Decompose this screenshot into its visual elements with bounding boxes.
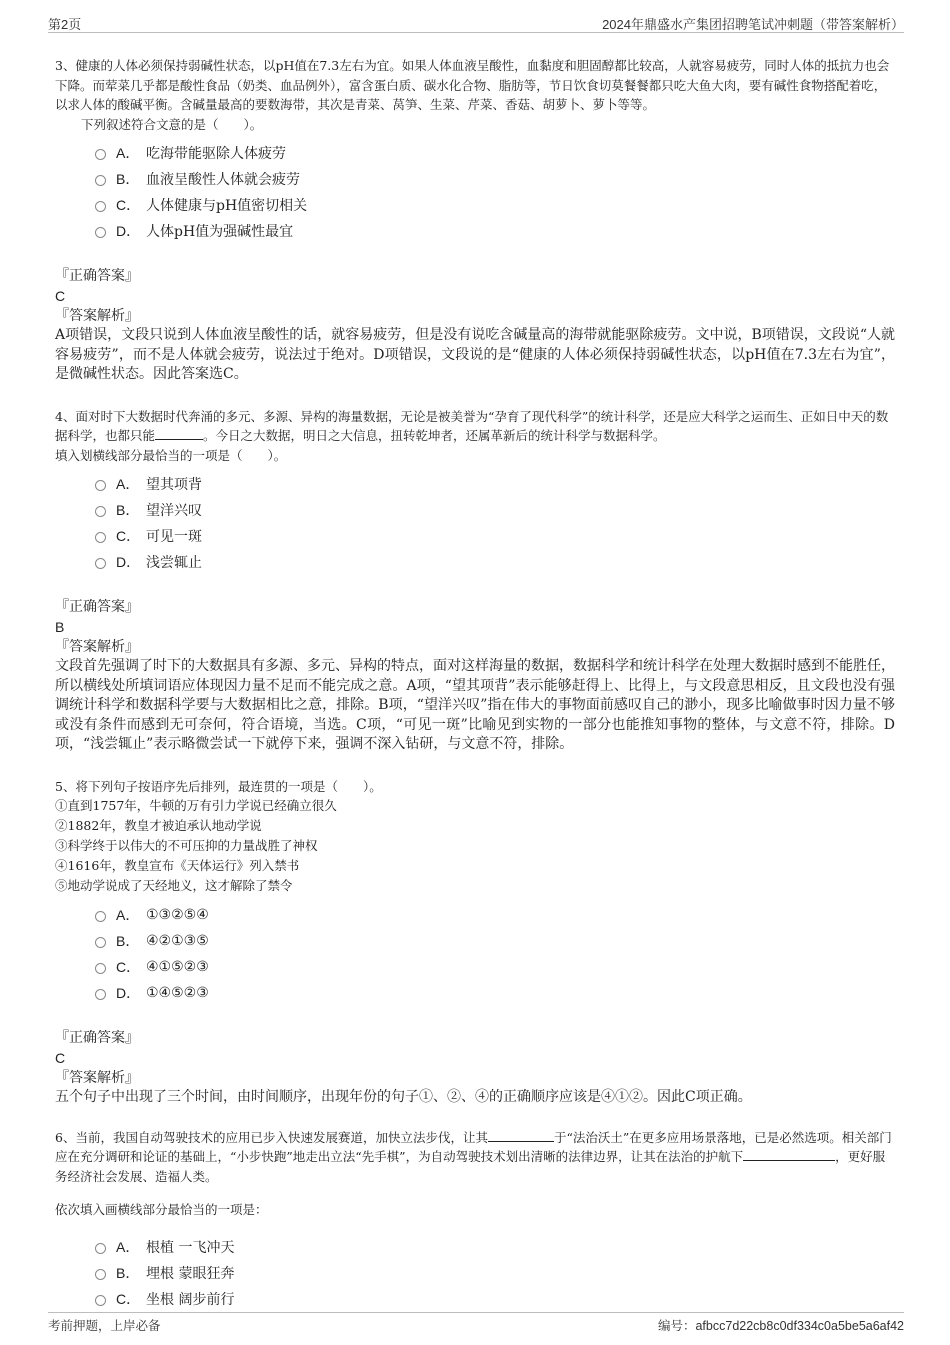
document-body (55, 56, 895, 1312)
answer-heading: 『正确答案』 (55, 1030, 139, 1046)
radio-icon[interactable] (95, 963, 106, 974)
radio-icon[interactable] (95, 989, 106, 1000)
explanation-heading: 『答案解析』 (55, 639, 139, 655)
fill-blank (488, 1129, 554, 1142)
option-d[interactable]: D． 浅尝辄止 (95, 549, 895, 575)
radio-icon[interactable] (95, 506, 106, 517)
footer-slogan: 考前押题，上岸必备 (48, 1319, 161, 1333)
question-prompt: 依次填入画横线部分最恰当的一项是： (55, 1202, 268, 1217)
option-a[interactable]: A． 望其项背 (95, 471, 895, 497)
question-stem: 6、当前，我国自动驾驶技术的应用已步入快速发展赛道，加快立法步伐，让其 于“法治沃土”在更多应用场景落地，已是必然选项。相关部门应在充分调研和论证的基础上，“小步快跑”地走出立法“先手棋”，为自动驾驶技术划出清晰的法律边界，让其在法治的护航下 ，更好服务经济社会发展、造福人类。 (55, 1129, 892, 1184)
page-footer (48, 1312, 904, 1335)
page-header (48, 12, 904, 33)
radio-icon[interactable] (95, 911, 106, 922)
option-d[interactable]: D． ①④⑤②③ (95, 980, 895, 1006)
question-4 (55, 407, 895, 755)
radio-icon[interactable] (95, 532, 106, 543)
radio-icon[interactable] (95, 175, 106, 186)
answer-heading: 『正确答案』 (55, 599, 139, 615)
option-b[interactable]: B． 血液呈酸性人体就会疲劳 (95, 166, 895, 192)
option-a[interactable]: A． ①③②⑤④ (95, 902, 895, 928)
option-b[interactable]: B． 望洋兴叹 (95, 497, 895, 523)
radio-icon[interactable] (95, 1295, 106, 1306)
page-number: 第2页 (48, 17, 82, 32)
answer-block (55, 597, 895, 755)
option-a[interactable]: A． 吃海带能驱除人体疲劳 (95, 140, 895, 166)
option-c[interactable]: C． ④①⑤②③ (95, 954, 895, 980)
radio-icon[interactable] (95, 201, 106, 212)
radio-icon[interactable] (95, 558, 106, 569)
sentence-item: ④1616年，教皇宣布《天体运行》列入禁书 (55, 858, 300, 873)
question-3 (55, 56, 895, 385)
sentence-item: ③科学终于以伟大的不可压抑的力量战胜了神权 (55, 838, 318, 853)
option-c[interactable]: C． 人体健康与pH值密切相关 (95, 192, 895, 218)
sentence-item: ②1882年，教皇才被迫承认地动学说 (55, 818, 262, 833)
explanation-text: 文段首先强调了时下的大数据具有多源、多元、异构的特点，面对这样海量的数据，数据科学和统计科学在处理大数据时感到不能胜任，所以横线处所填词语应体现因力量不足而不能完成之意。A项，“望其项背”表示能够赶得上、比得上，与文段意思相反，且文段也没有强调统计科学和数据科学要与大数据相比之意，排除。B项，“望洋兴叹”指在伟大的事物面前感叹自己的渺小，现多比喻做事时因力量不够或没有条件而感到无可奈何，符合语境，当选。C项，“可见一斑”比喻见到实物的一部分也能推知事物的整体，与文意不符，排除。D项，“浅尝辄止”表示略微尝试一下就停下来，强调不深入钻研，与文意不符，排除。 (55, 658, 895, 752)
question-stem: 4、面对时下大数据时代奔涌的多元、多源、异构的海量数据，无论是被美誉为“孕育了现代科学”的统计科学，还是应大科学之运而生、正如日中天的数据科学，也都只能 。今日之大数据，明日之大信息，扭转乾坤者，还属革新后的统计科学与数据科学。 (55, 408, 889, 443)
correct-answer: B (55, 619, 65, 635)
radio-icon[interactable] (95, 937, 106, 948)
option-a[interactable]: A． 根植 一飞冲天 (95, 1234, 895, 1260)
option-list (95, 1234, 895, 1312)
option-b[interactable]: B． 埋根 蒙眼狂奔 (95, 1260, 895, 1286)
question-stem: 3、健康的人体必须保持弱碱性状态，以pH值在7.3左右为宜。如果人体血液呈酸性，血黏度和胆固醇都比较高，人就容易疲劳，同时人体的抵抗力也会下降。而荤菜几乎都是酸性食品（奶类、血品例外），富含蛋白质、碳水化合物、脂肪等，节日饮食切莫餐餐都只吃大鱼大肉，要有碱性食物搭配着吃，以求人体的酸碱平衡。含碱量最高的要数海带，其次是青菜、莴笋、生菜、芹菜、香菇、胡萝卜、萝卜等等。 (55, 58, 890, 112)
option-b[interactable]: B． ④②①③⑤ (95, 928, 895, 954)
option-list (95, 902, 895, 1006)
question-5 (55, 777, 895, 1108)
question-6 (55, 1128, 895, 1312)
question-stem: 5、将下列句子按语序先后排列，最连贯的一项是（ ）。 (55, 778, 382, 794)
answer-block (55, 1028, 895, 1108)
fill-blank (155, 427, 203, 440)
correct-answer: C (55, 288, 66, 304)
radio-icon[interactable] (95, 149, 106, 160)
radio-icon[interactable] (95, 480, 106, 491)
answer-heading: 『正确答案』 (55, 268, 139, 284)
sentence-item: ①直到1757年，牛顿的万有引力学说已经确立很久 (55, 798, 337, 813)
document-title: 2024年鼎盛水产集团招聘笔试冲刺题（带答案解析） (602, 17, 904, 32)
fill-blank (743, 1148, 835, 1161)
option-d[interactable]: D． 人体pH值为强碱性最宜 (95, 218, 895, 244)
explanation-text: A项错误，文段只说到人体血液呈酸性的话，就容易疲劳，但是没有说吃含碱量高的海带就能驱除疲劳。文中说，B项错误，文段说“人就容易疲劳”，而不是人体就会疲劳，说法过于绝对。D项错误，文段说的是“健康的人体必须保持弱碱性状态，以pH值在7.3左右为宜”，是微碱性状态。因此答案选C。 (55, 327, 895, 382)
option-list (95, 140, 895, 244)
correct-answer: C (55, 1050, 66, 1066)
option-c[interactable]: C． 坐根 阔步前行 (95, 1286, 895, 1312)
answer-block (55, 266, 895, 385)
option-list (95, 471, 895, 575)
question-prompt: 下列叙述符合文意的是（ ）。 (81, 116, 263, 132)
explanation-text: 五个句子中出现了三个时间，由时间顺序，出现年份的句子①、②、④的正确顺序应该是④①②。因此C项正确。 (55, 1089, 752, 1105)
radio-icon[interactable] (95, 1269, 106, 1280)
sentence-item: ⑤地动学说成了天经地义，这才解除了禁令 (55, 878, 293, 893)
question-prompt: 填入划横线部分最恰当的一项是（ ）。 (55, 447, 287, 463)
radio-icon[interactable] (95, 1243, 106, 1254)
option-c[interactable]: C． 可见一斑 (95, 523, 895, 549)
radio-icon[interactable] (95, 227, 106, 238)
explanation-heading: 『答案解析』 (55, 308, 139, 324)
document-code: 编号：afbcc7d22cb8c0df334c0a5be5a6af42 (657, 1319, 904, 1333)
explanation-heading: 『答案解析』 (55, 1070, 139, 1086)
